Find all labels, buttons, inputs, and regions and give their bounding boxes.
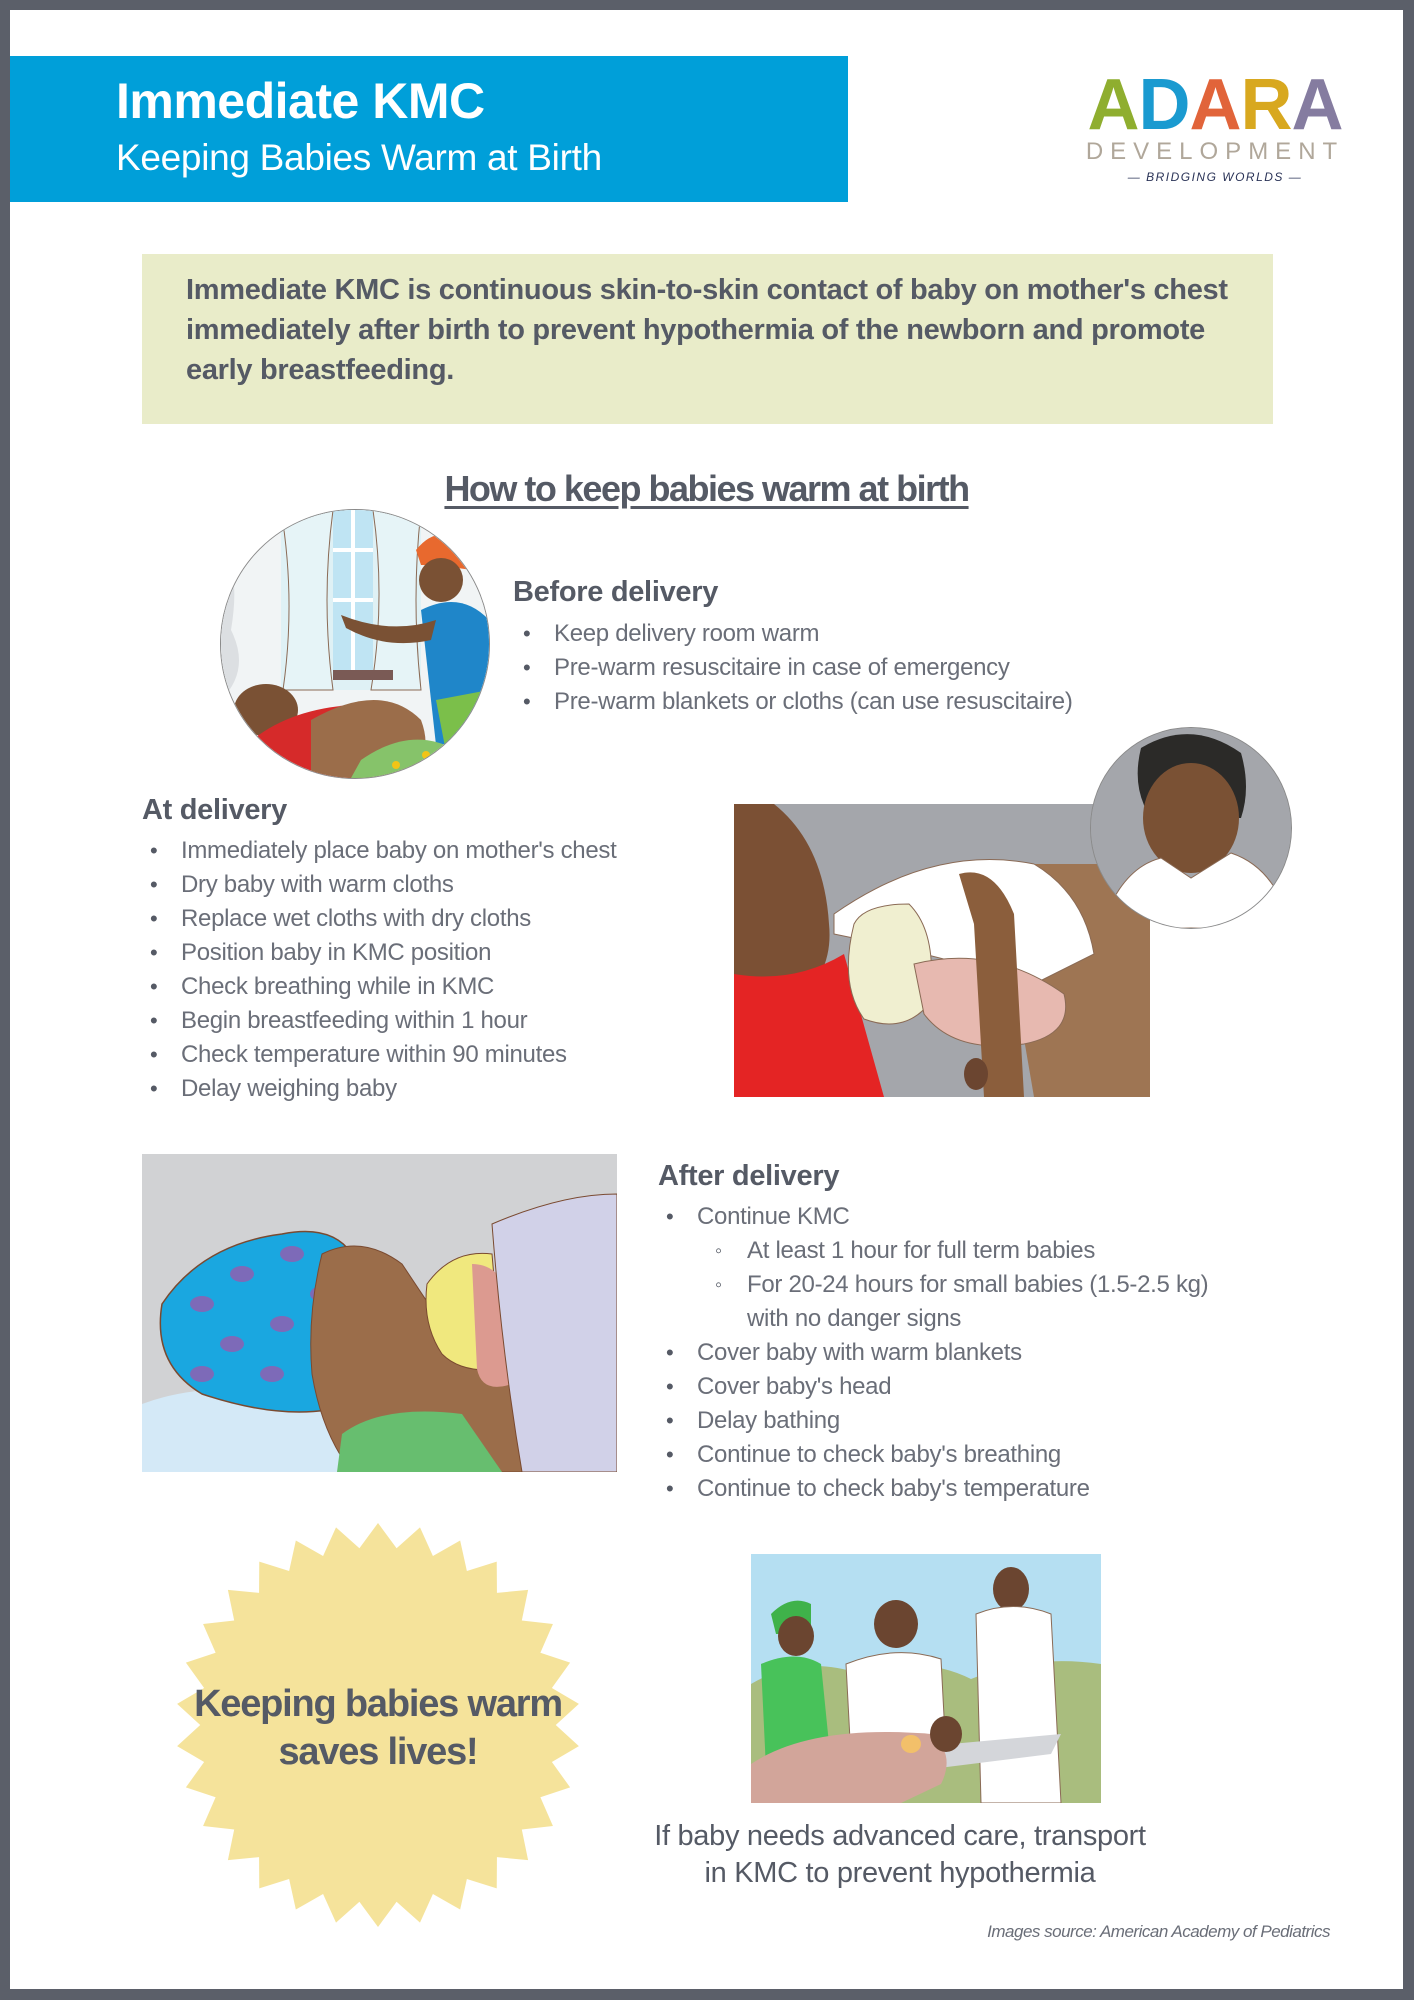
stretcher-transport-icon — [751, 1554, 1101, 1803]
logo-letter: R — [1240, 65, 1292, 145]
definition-text: Immediate KMC is continuous skin-to-skin contact of baby on mother's chest immediately after birth to prevent hypothermia of the newborn and promote early breastfeeding. — [186, 274, 1228, 386]
list-item: • Continue to check baby's breathing — [660, 1438, 1208, 1472]
logo-letter: A — [1189, 65, 1241, 145]
list-item: • Pre-warm blankets or cloths (can use resuscitaire) — [517, 685, 1073, 719]
health-worker-icon — [1091, 728, 1291, 928]
section-heading — [10, 468, 1403, 510]
callout-line-1: Keeping babies warm — [194, 1683, 562, 1725]
page-title: Immediate KMC — [116, 73, 485, 129]
mother-newborn-scene-icon — [734, 804, 1150, 1097]
logo-letter: D — [1138, 65, 1190, 145]
list-item: • Immediately place baby on mother's chest — [144, 834, 616, 868]
list-item: • Delay bathing — [660, 1404, 1208, 1438]
image-source-credit: Images source: American Academy of Pediatrics — [987, 1922, 1330, 1941]
list-item: • Dry baby with warm cloths — [144, 868, 616, 902]
mother-sleeping-kmc-icon — [142, 1154, 617, 1472]
after-delivery-title: After delivery — [658, 1160, 840, 1192]
list-item: • Check breathing while in KMC — [144, 970, 616, 1004]
transport-illustration — [751, 1554, 1101, 1803]
logo-tagline: — BRIDGING WORLDS — — [1127, 170, 1303, 184]
transport-caption — [650, 1818, 1150, 1892]
list-item: • Position baby in KMC position — [144, 936, 616, 970]
caption-line-1: If baby needs advanced care, transport — [654, 1820, 1146, 1852]
before-delivery-title: Before delivery — [513, 576, 719, 608]
page-subtitle: Keeping Babies Warm at Birth — [116, 137, 602, 178]
list-item: • Continue KMC — [660, 1200, 1208, 1234]
list-item: • Delay weighing baby — [144, 1072, 616, 1106]
poster-page — [10, 10, 1403, 1989]
list-item: • Cover baby's head — [660, 1370, 1208, 1404]
list-item: • Pre-warm resuscitaire in case of emergency — [517, 651, 1073, 685]
section-heading-text: How to keep babies warm at birth — [444, 468, 969, 509]
list-item: • Check temperature within 90 minutes — [144, 1038, 616, 1072]
list-item: • Replace wet cloths with dry cloths — [144, 902, 616, 936]
after-delivery-illustration — [142, 1154, 617, 1472]
list-item: • Begin breastfeeding within 1 hour — [144, 1004, 616, 1038]
before-delivery-list — [517, 617, 1073, 719]
list-item: • Cover baby with warm blankets — [660, 1336, 1208, 1370]
at-delivery-title: At delivery — [142, 794, 287, 826]
logo-wordmark — [1080, 65, 1350, 145]
sub-list-item: ◦ For 20-24 hours for small babies (1.5-2.5 kg) — [660, 1268, 1208, 1302]
adara-logo — [1080, 65, 1350, 184]
list-item: • Continue to check baby's temperature — [660, 1472, 1208, 1506]
sub-list-item: ◦ At least 1 hour for full term babies — [660, 1234, 1208, 1268]
after-delivery-list — [660, 1200, 1208, 1506]
callout-text — [176, 1680, 580, 1776]
sub-list-item-continuation: with no danger signs — [747, 1305, 962, 1332]
list-item: • Keep delivery room warm — [517, 617, 1073, 651]
health-worker-illustration — [1090, 727, 1292, 929]
logo-letter: A — [1291, 65, 1343, 145]
logo-letter: A — [1087, 65, 1139, 145]
at-delivery-list — [144, 834, 616, 1106]
caption-line-2: in KMC to prevent hypothermia — [704, 1857, 1096, 1889]
curtain-scene-icon — [221, 510, 489, 778]
at-delivery-illustration — [734, 804, 1150, 1097]
definition-box — [142, 254, 1273, 424]
before-delivery-illustration — [220, 509, 490, 779]
logo-development: DEVELOPMENT — [1085, 138, 1345, 165]
callout-line-2: saves lives! — [278, 1731, 478, 1773]
